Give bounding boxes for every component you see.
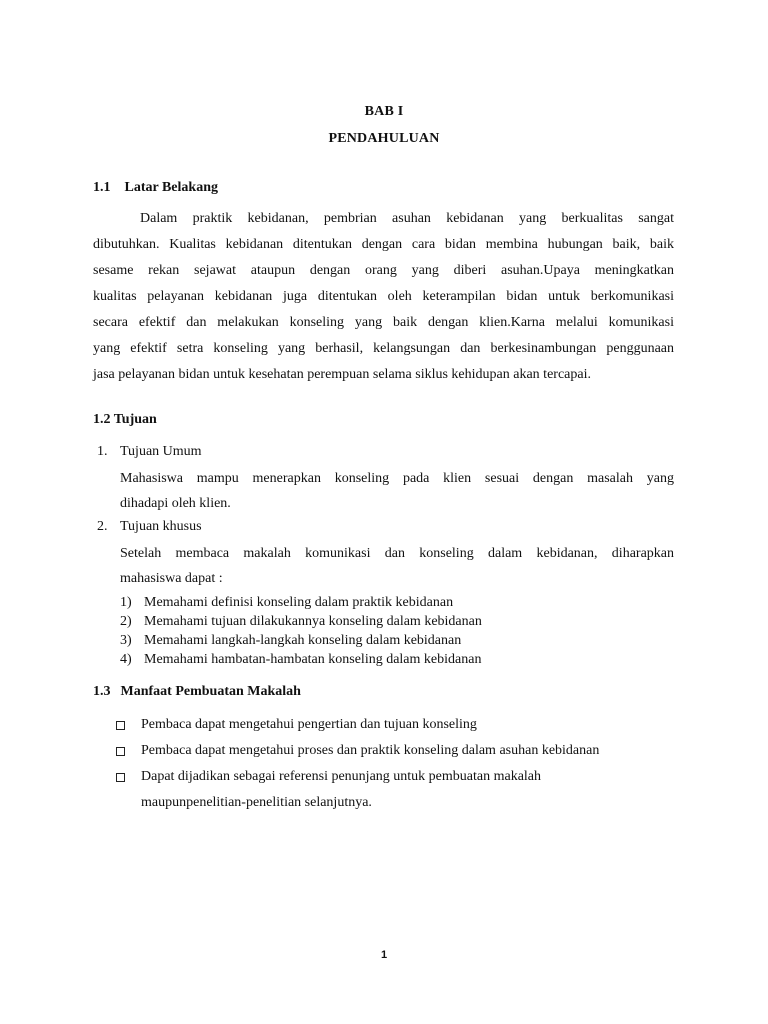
objective-text: Memahami definisi konseling dalam praktik kebidanan (144, 595, 454, 610)
list-marker: 3) (120, 633, 132, 648)
paragraph-line: mahasiswa dapat : (120, 571, 223, 586)
benefit-text: Pembaca dapat mengetahui pengertian dan tujuan konseling (141, 717, 477, 732)
paragraph-line: Setelah membaca makalah komunikasi dan konseling dalam kebidanan, diharapkan (120, 546, 674, 561)
tujuan-umum-body (120, 466, 674, 516)
empty-square-icon (116, 747, 125, 756)
paragraph-line: yang efektif setra konseling yang berhasil, kelangsungan dan berkesinambungan penggunaan (93, 341, 674, 356)
list-item-label: Tujuan Umum (120, 444, 202, 459)
paragraph-line: secara efektif dan melakukan konseling yang baik dengan klien.Karna melalui komunikasi (93, 315, 674, 330)
paragraph-line: Dalam praktik kebidanan, pembrian asuhan kebidanan yang berkualitas sangat (140, 211, 674, 226)
objective-text: Memahami langkah-langkah konseling dalam kebidanan (144, 633, 462, 648)
list-marker: 1. (97, 444, 108, 459)
list-marker: 4) (120, 652, 132, 667)
benefit-text: Dapat dijadikan sebagai referensi penunjang untuk pembuatan makalah (141, 769, 542, 784)
paragraph-line: Mahasiswa mampu menerapkan konseling pada klien sesuai dengan masalah yang (120, 471, 674, 486)
section-title: Latar Belakang (124, 180, 218, 195)
empty-square-icon (116, 773, 125, 782)
list-marker: 2. (97, 519, 108, 534)
tujuan-khusus-body (120, 541, 674, 591)
section-heading-manfaat (93, 684, 301, 700)
background-paragraph (93, 206, 674, 388)
benefit-text: Pembaca dapat mengetahui proses dan praktik konseling dalam asuhan kebidanan (141, 743, 600, 758)
chapter-title: PENDAHULUAN (328, 131, 440, 146)
page-number: 1 (380, 949, 388, 961)
paragraph-line: dibutuhkan. Kualitas kebidanan ditentukan dengan cara bidan membina hubungan baik, baik (93, 237, 674, 252)
empty-square-icon (116, 721, 125, 730)
objective-text: Memahami tujuan dilakukannya konseling dalam kebidanan (144, 614, 482, 629)
paragraph-line: sesame rekan sejawat ataupun dengan orang yang diberi asuhan.Upaya meningkatkan (93, 263, 674, 278)
benefit-text: maupunpenelitian-penelitian selanjutnya. (141, 795, 372, 810)
section-title: Manfaat Pembuatan Makalah (120, 684, 301, 699)
list-marker: 1) (120, 595, 132, 610)
paragraph-line: dihadapi oleh klien. (120, 496, 231, 511)
paragraph-line: jasa pelayanan bidan untuk kesehatan perempuan selama siklus kehidupan akan tercapai. (93, 367, 591, 382)
paragraph-line: kualitas pelayanan kebidanan juga ditentukan oleh keterampilan bidan untuk berkomunikasi (93, 289, 674, 304)
section-number: 1.1 (93, 180, 111, 195)
chapter-label: BAB I (364, 104, 404, 119)
list-item-label: Tujuan khusus (120, 519, 202, 534)
list-marker: 2) (120, 614, 132, 629)
section-heading-tujuan: 1.2 Tujuan (93, 412, 157, 427)
section-number: 1.3 (93, 684, 111, 699)
objective-text: Memahami hambatan-hambatan konseling dalam kebidanan (144, 652, 482, 667)
section-heading-latar-belakang (93, 180, 218, 196)
